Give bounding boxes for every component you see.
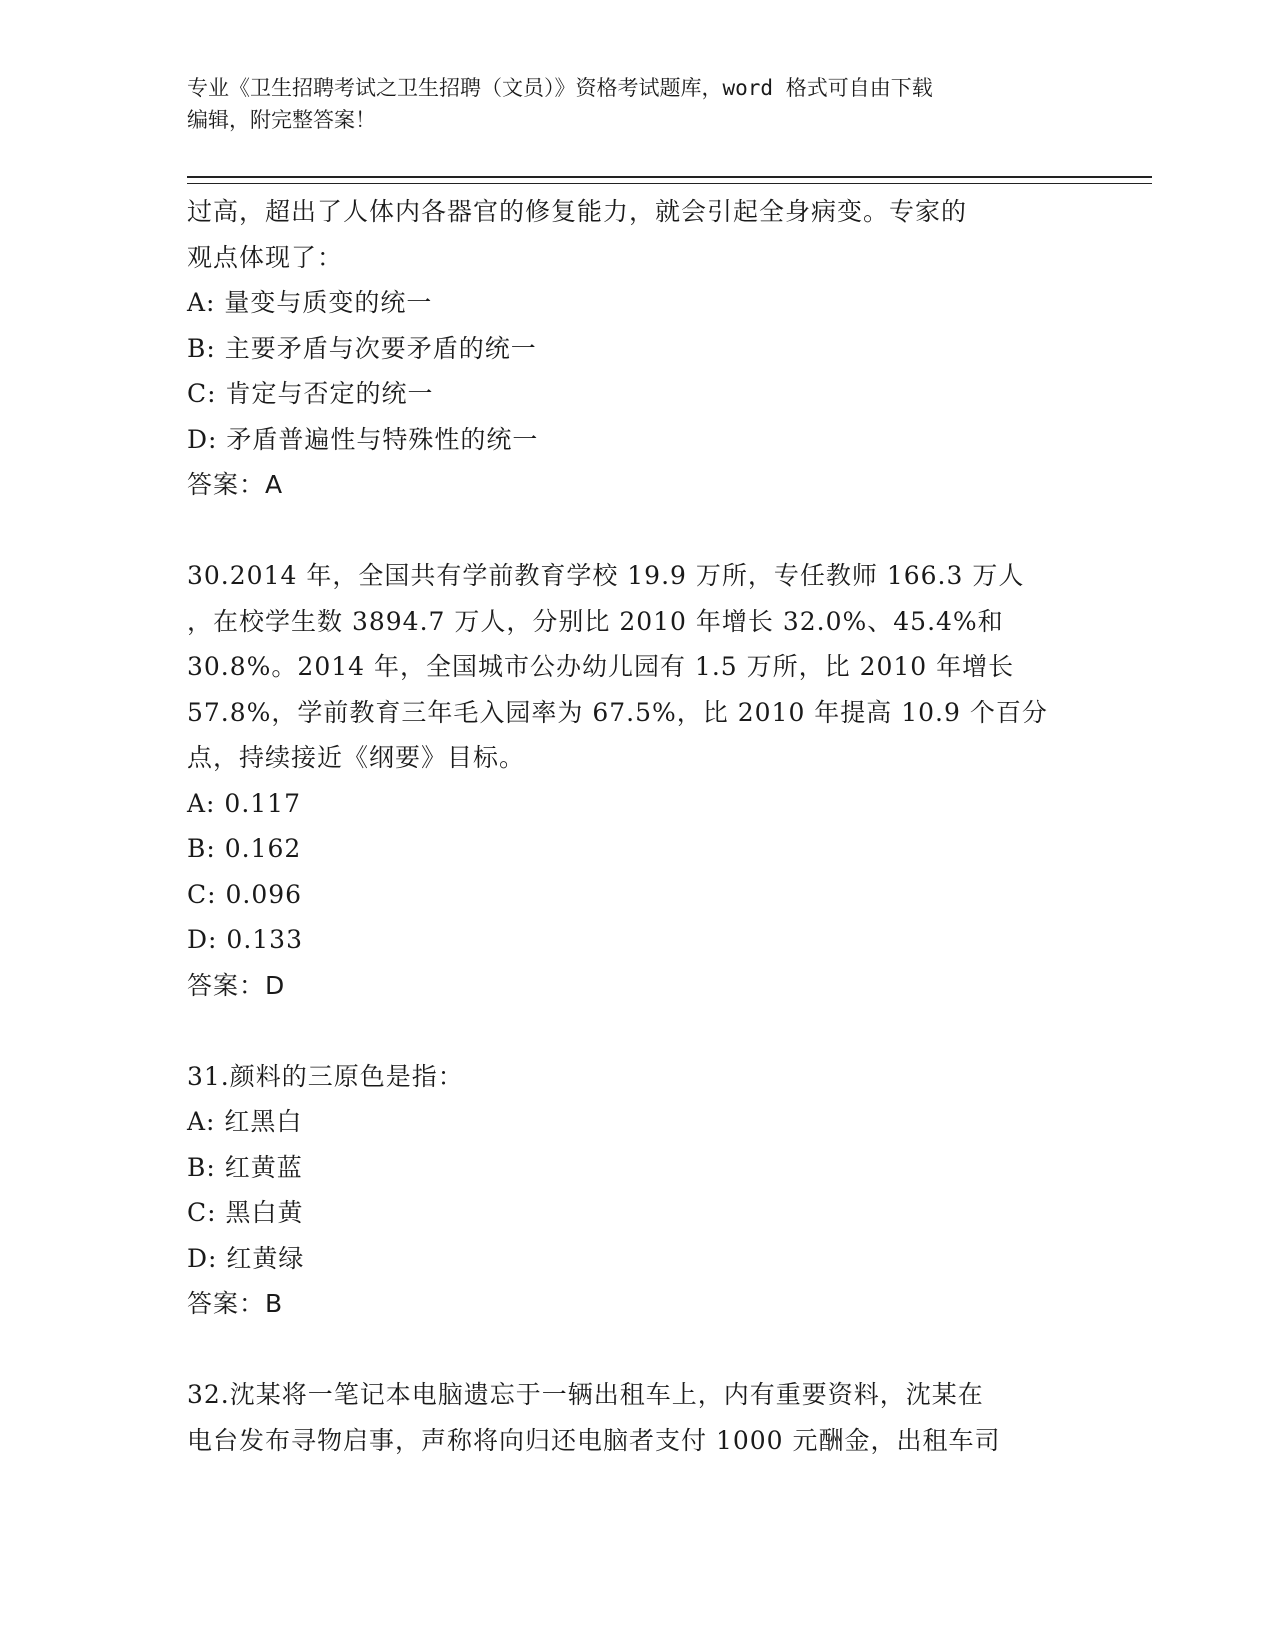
option-a: A: 红黑白 [187, 1107, 303, 1136]
question-text-line: 30.2014 年，全国共有学前教育学校 19.9 万所，专任教师 166.3 万人 [187, 561, 1025, 590]
question-spacer [187, 508, 1087, 554]
question-text-line: 观点体现了： [187, 242, 344, 272]
header-rule-thin [187, 183, 1152, 184]
option-d: D: 红黄绿 [187, 1243, 305, 1273]
option-d: D: 矛盾普遍性与特殊性的统一 [187, 424, 539, 454]
question-spacer [187, 1327, 1087, 1373]
document-body [187, 189, 1087, 1463]
question-text-line: 点，持续接近《纲要》目标。 [187, 743, 526, 772]
header-line-2: 编辑，附完整答案！ [187, 108, 376, 132]
header-line-1: 专业《卫生招聘考试之卫生招聘（文员）》资格考试题库，word 格式可自由下载 [187, 76, 933, 100]
question-text-line: ，在校学生数 3894.7 万人，分别比 2010 年增长 32.0%、45.4%和 [187, 606, 1004, 636]
answer-line: 答案：B [187, 1289, 284, 1318]
question-text-line: 电台发布寻物启事，声称将向归还电脑者支付 1000 元酬金，出租车司 [187, 1425, 1001, 1455]
question-text-line: 31.颜料的三原色是指： [187, 1061, 464, 1091]
question-spacer [187, 1008, 1087, 1054]
document-header [187, 72, 1087, 136]
question-30 [187, 553, 1087, 1008]
question-text-line: 57.8%，学前教育三年毛入园率为 67.5%，比 2010 年提高 10.9 个百分 [187, 697, 1048, 727]
option-c: C: 肯定与否定的统一 [187, 379, 434, 408]
question-text-line: 过高，超出了人体内各器官的修复能力，就会引起全身病变。专家的 [187, 197, 968, 226]
answer-line: 答案：A [187, 470, 284, 499]
option-b: B: 红黄蓝 [187, 1152, 303, 1182]
option-b: B: 主要矛盾与次要矛盾的统一 [187, 333, 537, 363]
answer-line: 答案：D [187, 970, 286, 1000]
question-29 [187, 189, 1087, 508]
option-c: C: 黑白黄 [187, 1198, 304, 1227]
option-a: A: 0.117 [187, 788, 301, 818]
question-text-line: 30.8%。2014 年，全国城市公办幼儿园有 1.5 万所，比 2010 年增长 [187, 652, 1015, 681]
question-text-line: 32.沈某将一笔记本电脑遗忘于一辆出租车上，内有重要资料，沈某在 [187, 1380, 984, 1409]
option-b: B: 0.162 [187, 834, 302, 863]
header-rule-thick [187, 176, 1152, 178]
option-d: D: 0.133 [187, 925, 303, 954]
option-c: C: 0.096 [187, 879, 303, 909]
option-a: A: 量变与质变的统一 [187, 288, 433, 317]
question-31 [187, 1054, 1087, 1327]
question-32 [187, 1372, 1087, 1463]
